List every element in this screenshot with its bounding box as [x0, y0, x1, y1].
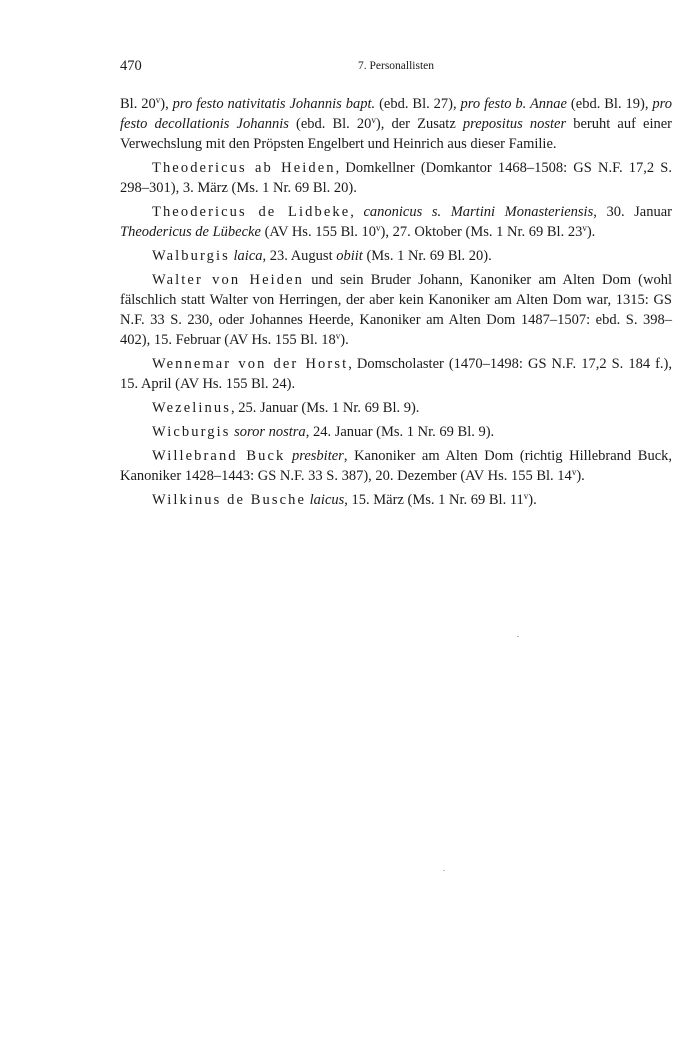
entry-wicburgis: [120, 422, 672, 442]
text-run: (ebd. Bl. 27),: [375, 96, 461, 112]
text-run: , Kanoniker am Alten Dom (richtig Hillebrand Buck, Kanoniker 1428–1443: GS N.F. 33 S. 387), 20. Dezember (AV Hs. 155 Bl. 14: [120, 448, 673, 484]
entry-name: Wennemar von der Horst: [152, 356, 349, 372]
verso-mark: v: [155, 95, 161, 105]
verso-mark: v: [371, 115, 376, 125]
entry-name: Theodericus de Lidbeke: [152, 204, 351, 220]
continuation-paragraph: [120, 94, 672, 154]
text-run: , 23. August: [262, 248, 337, 264]
italic-text: canonicus s. Martini Monasteriensis: [363, 204, 594, 220]
verso-mark: v: [571, 467, 577, 477]
scan-speck: [517, 636, 519, 637]
text-run: ), 27. Oktober (Ms. 1 Nr. 69 Bl. 23: [380, 224, 583, 240]
text-run: (Ms. 1 Nr. 69 Bl. 20).: [362, 248, 492, 264]
entry-name: Walter von Heiden: [152, 272, 304, 288]
entry-willebrand-buck: [120, 446, 672, 486]
entry-name: Wezelinus: [152, 400, 231, 416]
text-run: (ebd. Bl. 19),: [567, 96, 653, 112]
text-run: ).: [576, 468, 585, 484]
entry-name: Theodericus ab Heiden: [152, 160, 336, 176]
text-run: , 15. März (Ms. 1 Nr. 69 Bl. 11: [344, 492, 524, 508]
page-header: [120, 58, 672, 78]
text-run: und sein Bruder Johann, Kanoniker am Alten Dom (wohl fälschlich statt Walter von Herringen, der aber kein Kanoniker am Alten Dom war, 1315: GS N.F. 33 S. 230, oder Johannes Heerde, Kanoniker am Alten Dom 1487–1507: ebd. S. 398–402), 15. Februar (AV Hs. 155 Bl. 18: [120, 272, 672, 348]
entry-wennemar-von-der-horst: [120, 354, 672, 394]
text-run: (ebd. Bl. 20: [288, 116, 372, 132]
entry-name: Willebrand Buck: [152, 448, 286, 464]
text-run: , 25. Januar (Ms. 1 Nr. 69 Bl. 9).: [230, 400, 420, 416]
text-run: (AV Hs. 155 Bl. 10: [260, 224, 377, 240]
scan-speck: [443, 870, 445, 871]
italic-text: prepositus noster: [462, 116, 567, 132]
entry-walter-von-heiden: [120, 270, 672, 350]
text-run: ).: [586, 224, 596, 240]
entry-theodericus-ab-heiden: [120, 158, 672, 198]
text-run: , Domscholaster (1470–1498: GS N.F. 17,2 S. 184 f.), 15. April (AV Hs. 155 Bl. 24).: [120, 356, 673, 392]
text-run: [285, 448, 292, 464]
entry-name: Wicburgis: [152, 424, 231, 440]
text-run: ).: [340, 332, 349, 348]
italic-text: obiit: [336, 248, 363, 264]
italic-text: pro festo nativitatis Johannis bapt.: [172, 96, 376, 112]
text-run: beruht auf einer Verwechslung mit den Pröpsten Engelbert und Heinrich aus dieser Familie.: [120, 116, 672, 152]
entry-walburgis: [120, 246, 672, 266]
italic-text: laica: [233, 248, 263, 264]
italic-text: presbiter: [292, 448, 344, 464]
italic-text: Theodericus de Lübecke: [120, 224, 261, 240]
verso-mark: v: [582, 223, 587, 233]
verso-mark: v: [335, 331, 341, 341]
entry-wilkinus-de-busche: [120, 490, 672, 510]
text-run: ,: [350, 204, 364, 220]
entry-theodericus-de-lidbeke: [120, 202, 672, 242]
entry-wezelinus: [120, 398, 672, 418]
italic-text: soror nostra: [234, 424, 306, 440]
running-title: 7. Personallisten: [357, 60, 435, 72]
entry-list: [120, 94, 672, 510]
verso-mark: v: [376, 223, 381, 233]
text-run: , Domkellner (Domkantor 1468–1508: GS N.F. 17,2 S. 298–301), 3. März (Ms. 1 Nr. 69 Bl. 20).: [120, 160, 672, 196]
entry-name: Wilkinus de Busche: [152, 492, 307, 508]
page-number: 470: [120, 58, 142, 74]
text-run: , 30. Januar: [593, 204, 673, 220]
text-run: ),: [160, 96, 173, 112]
verso-mark: v: [523, 491, 529, 501]
italic-text: pro festo b. Annae: [460, 96, 567, 112]
entry-name: Walburgis: [152, 248, 230, 264]
text-run: , 24. Januar (Ms. 1 Nr. 69 Bl. 9).: [305, 424, 495, 440]
text-run: Bl. 20: [120, 96, 156, 112]
text-run: ), der Zusatz: [375, 116, 463, 132]
italic-text: pro festo decollationis Johannis: [120, 96, 673, 132]
text-run: ).: [528, 492, 537, 508]
italic-text: laicus: [309, 492, 345, 508]
